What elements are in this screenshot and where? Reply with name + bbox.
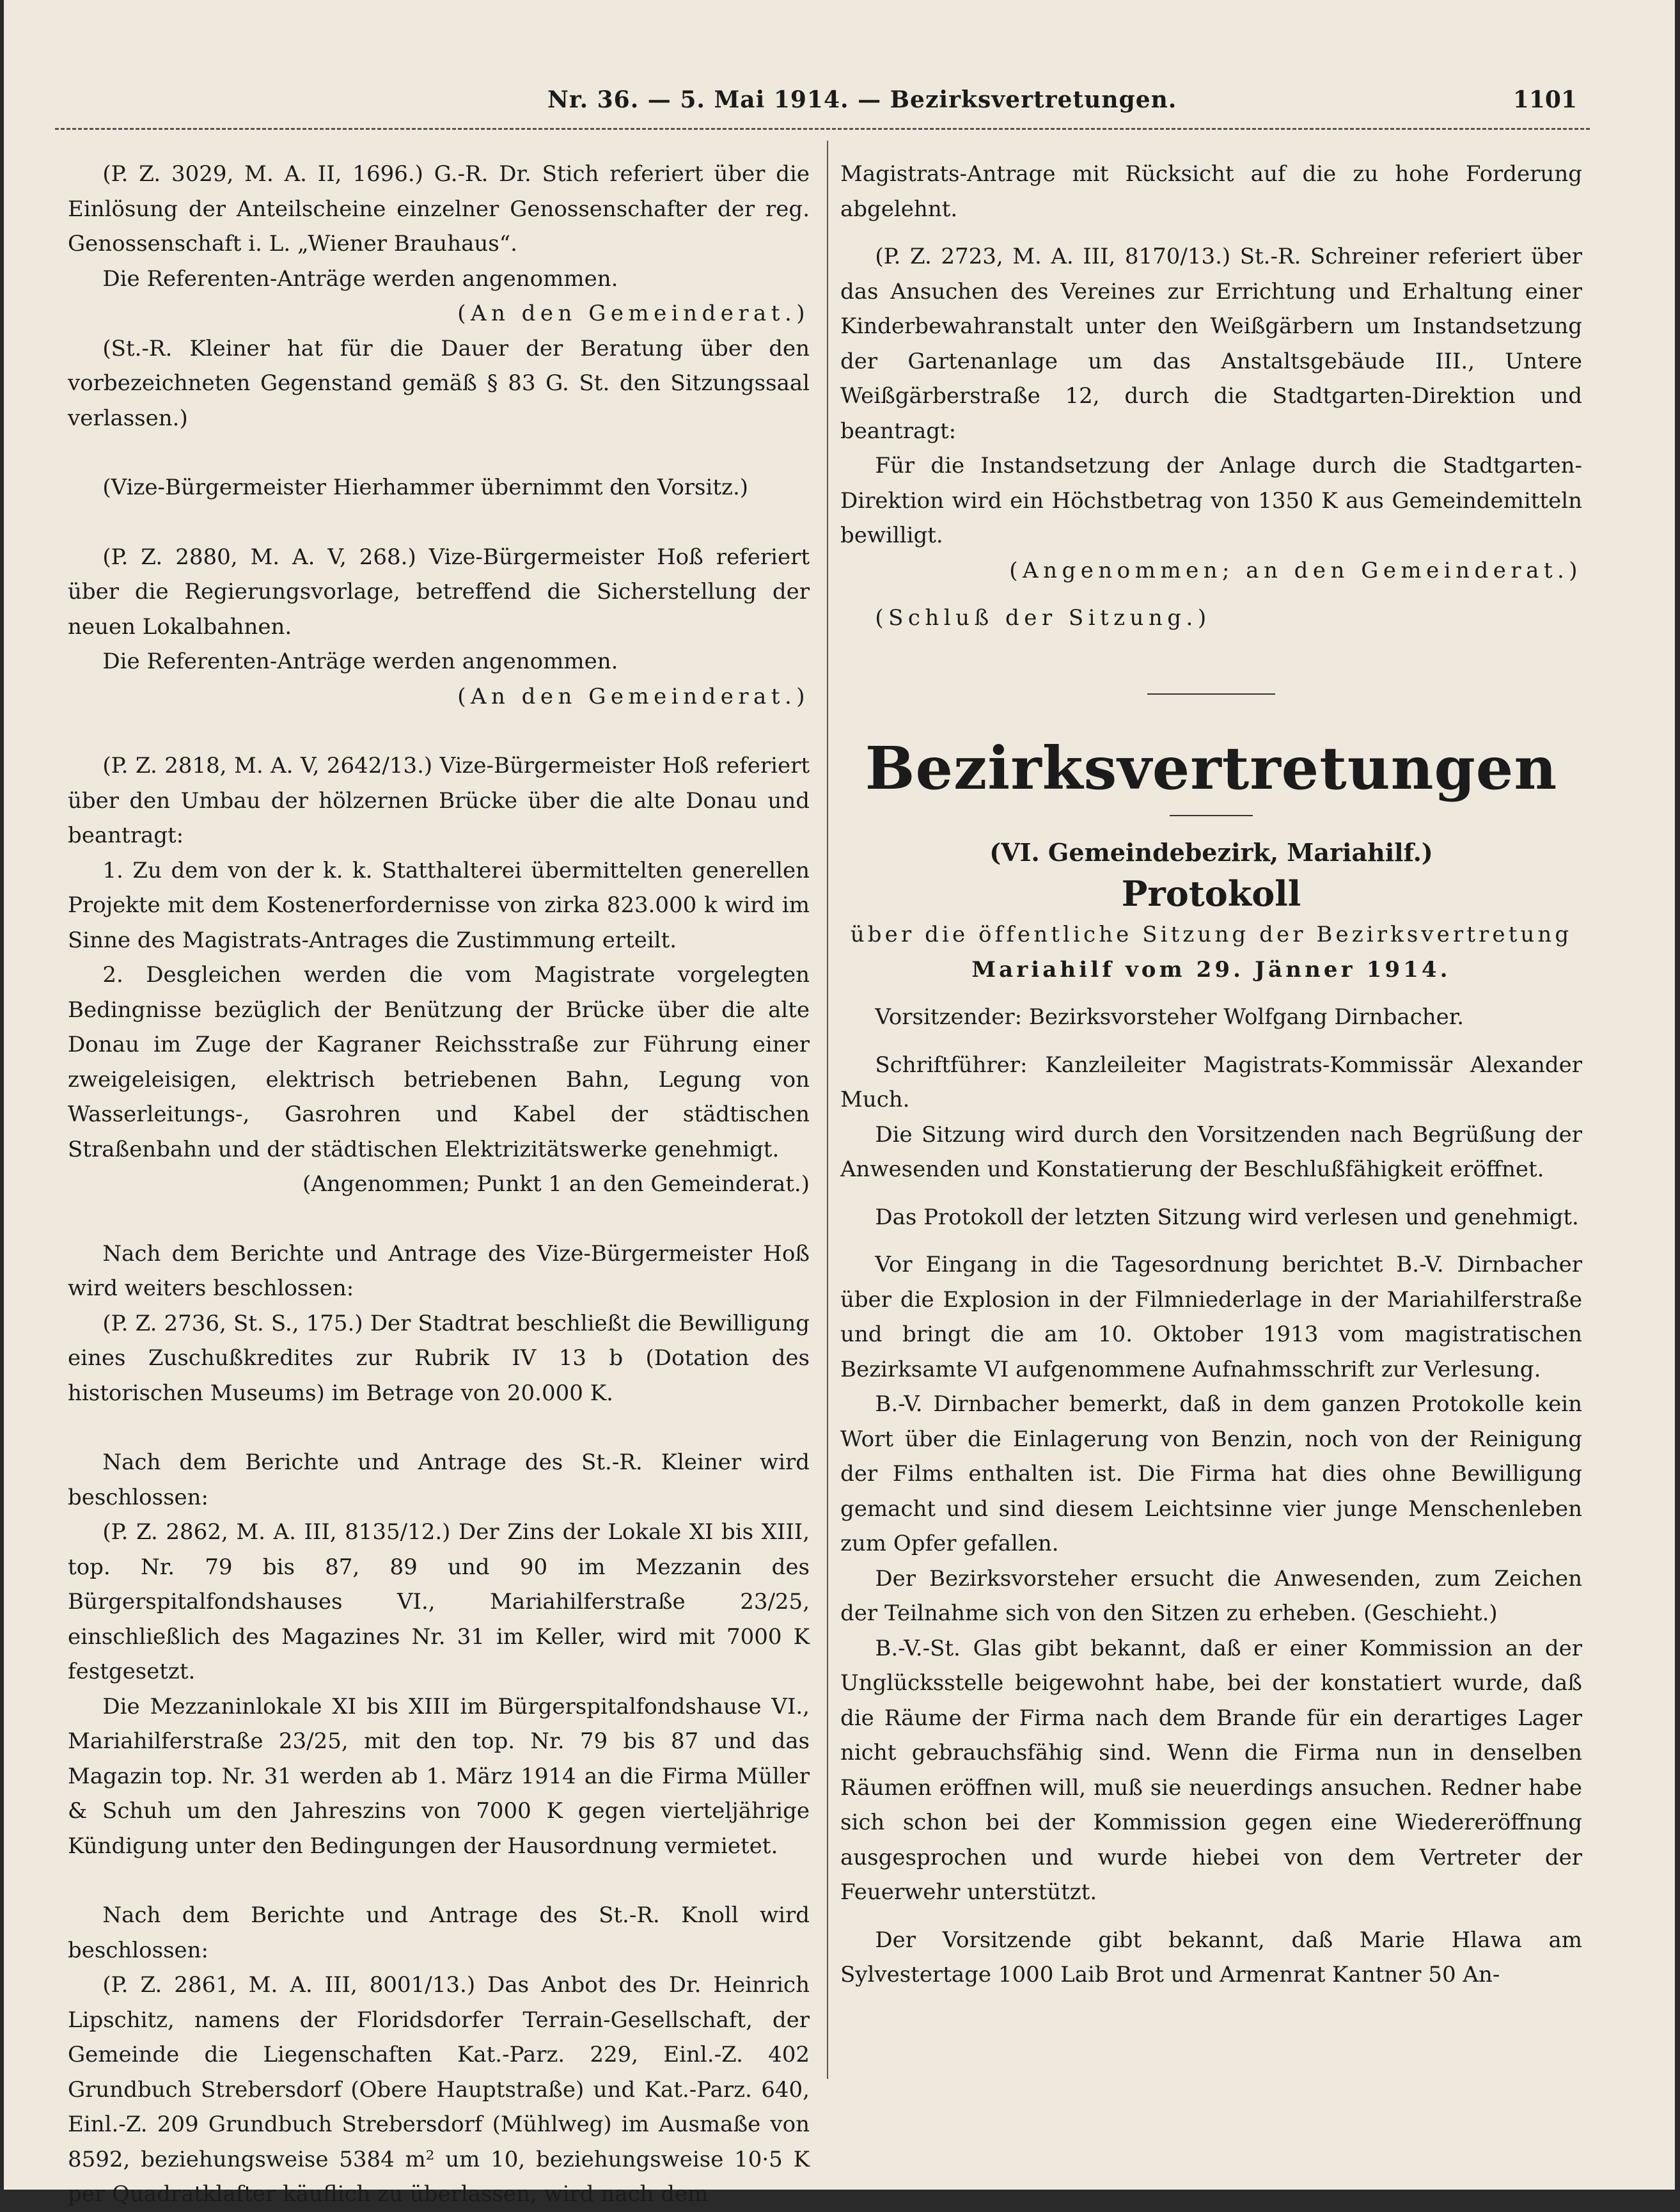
paragraph: (An den Gemeinderat.): [457, 683, 810, 709]
column-divider: [827, 141, 828, 2079]
page-number: 1101: [1512, 86, 1577, 113]
header-title: Nr. 36. — 5. Mai 1914. — Bezirksvertretungen.: [547, 86, 1177, 113]
paragraph: B.-V.-St. Glas gibt bekannt, daß er einer Kommission an der Unglücksstelle beigewohnt habe, bei der konstatiert wurde, daß die Räume der Firma nach dem Brande für ein derartiges Lager nicht gebrauchsfähig sind. Wenn die Firma nun in denselben Räumen eröffnen will, muß sie neuerdings ansuchen. Redner habe sich schon bei der Kommission gegen eine Wiedereröffnung ausgesprochen und wurde hiebei von dem Vertreter der Feuerwehr unterstützt.: [840, 1635, 1582, 1905]
spacer: [68, 1410, 810, 1445]
section-title: Bezirksvertretungen: [865, 733, 1558, 803]
paragraph: (P. Z. 2861, M. A. III, 8001/13.) Das Anbot des Dr. Heinrich Lipschitz, namens der Floridsdorfer Terrain-Gesellschaft, der Gemeinde die Liegenschaften Kat.-Parz. 229, Einl.-Z. 402 Grundbuch Strebersdorf (Obere Hauptstraße) und Kat.-Parz. 640, Einl.-Z. 209 Grundbuch Strebersdorf (Mühlweg) im Ausmaße von 8592, beziehungsweise 5384 m² um 10, beziehungsweise 10·5 K per Quadratklafter käuflich zu überlassen, wird nach dem: [68, 1972, 810, 2207]
title-rule: [1170, 815, 1253, 816]
paragraph: (Vize-Bürgermeister Hierhammer übernimmt den Vorsitz.): [102, 475, 749, 500]
paragraph: Nach dem Berichte und Antrage des St.-R. Kleiner wird beschlossen:: [68, 1450, 810, 1510]
spacer: [840, 695, 1582, 727]
paragraph: Magistrats-Antrage mit Rücksicht auf die zu hohe Forderung abgelehnt.: [840, 161, 1582, 222]
protocol-title: Protokoll: [1121, 873, 1301, 914]
paragraph: 2. Desgleichen werden die vom Magistrate vorgelegten Bedingnisse bezüglich der Benützung der Brücke über die alte Donau im Zuge der Kagraner Reichsstraße zur Führung einer zweigeleisigen, elektrisch betriebenen Bahn, Legung von Wasserleitungs-, Gasrohren und Kabel der städtischen Straßenbahn und der städtischen Elektrizitätswerke genehmigt.: [68, 962, 810, 1162]
spacer: [840, 588, 1582, 601]
paragraph: Die Mezzaninlokale XI bis XIII im Bürgerspitalfondshause VI., Mariahilferstraße 23/25, mit den top. Nr. 79 bis 87 und das Magazin top. Nr. 31 werden ab 1. März 1914 an die Firma Müller & Schuh um den Jahreszins von 7000 K gegen vierteljährige Kündigung unter den Bedingungen der Hausordnung vermietet.: [68, 1693, 810, 1859]
spacer: [840, 1187, 1582, 1200]
newspaper-page: [4, 0, 1675, 2207]
paragraph: Das Protokoll der letzten Sitzung wird verlesen und genehmigt.: [875, 1204, 1579, 1230]
spacer: [840, 636, 1582, 693]
paragraph: Der Vorsitzende gibt bekannt, daß Marie Hlawa am Sylvestertage 1000 Laib Brot und Armenrat Kantner 50 An-: [840, 1927, 1582, 1987]
paragraph: (P. Z. 2736, St. S., 175.) Der Stadtrat beschließt die Bewilligung eines Zuschußkredites zur Rubrik IV 13 b (Dotation des historischen Museums) im Betrage von 20.000 K.: [68, 1310, 810, 1406]
spacer: [840, 1035, 1582, 1048]
paragraph: Nach dem Berichte und Antrage des Vize-Bürgermeister Hoß wird weiters beschlossen:: [68, 1240, 810, 1301]
left-column: [68, 157, 810, 2212]
spacer: [68, 1863, 810, 1898]
paragraph: Die Referenten-Anträge werden angenommen.: [102, 649, 618, 674]
paragraph: Für die Instandsetzung der Anlage durch die Stadtgarten-Direktion wird ein Höchstbetrag von 1350 K aus Gemeindemitteln bewilligt.: [840, 453, 1582, 548]
spacer: [840, 1910, 1582, 1923]
spacer: [840, 1235, 1582, 1247]
paragraph: (P. Z. 2723, M. A. III, 8170/13.) St.-R. Schreiner referiert über das Ansuchen des Vereines zur Errichtung und Erhaltung einer Kinderbewahranstalt unter den Weißgärbern um Instandsetzung der Gartenanlage um das Anstaltsgebäude III., Untere Weißgärberstraße 12, durch die Stadtgarten-Direktion und beantragt:: [840, 244, 1582, 444]
paragraph: Die Referenten-Anträge werden angenommen.: [102, 265, 618, 292]
spacer: [68, 714, 810, 748]
page-header: [55, 80, 1590, 118]
spacer: [68, 505, 810, 540]
paragraph: (Angenommen; Punkt 1 an den Gemeinderat.): [302, 1171, 810, 1197]
paragraph: (P. Z. 3029, M. A. II, 1696.) G.-R. Dr. Stich referiert über die Einlösung der Anteilscheine einzelner Genossenschafter der reg. Genossenschaft i. L. „Wiener Brauhaus“.: [68, 161, 810, 257]
spacer: [68, 436, 810, 470]
header-rule: [55, 128, 1590, 130]
paragraph: B.-V. Dirnbacher bemerkt, daß in dem ganzen Protokolle kein Wort über die Einlagerung von Benzin, noch von der Reinigung der Films enthalten ist. Die Firma hat dies ohne Bewilligung gemacht und sind diesem Leichtsinne vier junge Menschenleben zum Opfer gefallen.: [840, 1391, 1582, 1556]
paragraph: (Schluß der Sitzung.): [875, 605, 1211, 631]
paragraph: (An den Gemeinderat.): [457, 301, 810, 326]
paragraph: Der Bezirksvorsteher ersucht die Anwesenden, zum Zeichen der Teilnahme sich von den Sitzen zu erheben. (Geschieht.): [840, 1565, 1582, 1626]
paragraph: Vor Eingang in die Tagesordnung berichtet B.-V. Dirnbacher über die Explosion in der Filmniederlage in der Mariahilferstraße und bringt die am 10. Oktober 1913 vom magistratischen Bezirksamte VI aufgenommene Aufnahmsschrift zur Verlesung.: [840, 1252, 1582, 1382]
subtitle-line: Mariahilf vom 29. Jänner 1914.: [971, 956, 1451, 983]
district-heading: (VI. Gemeindebezirk, Mariahilf.): [989, 837, 1433, 867]
paragraph: Die Sitzung wird durch den Vorsitzenden nach Begrüßung der Anwesenden und Konstatierung der Beschlußfähigkeit eröffnet.: [840, 1121, 1582, 1182]
paragraph: (P. Z. 2880, M. A. V, 268.) Vize-Bürgermeister Hoß referiert über die Regierungsvorlage, betreffend die Sicherstellung der neuen Lokalbahnen.: [68, 544, 810, 640]
spacer: [840, 226, 1582, 239]
paragraph: (P. Z. 2862, M. A. III, 8135/12.) Der Zins der Lokale XI bis XIII, top. Nr. 79 bis 87, 89 und 90 im Mezzanin des Bürgerspitalfondshauses VI., Mariahilferstraße 23/25, einschließlich des Magazines Nr. 31 im Keller, wird mit 7000 K festgesetzt.: [68, 1519, 810, 1684]
paragraph: 1. Zu dem von der k. k. Statthalterei übermittelten generellen Projekte mit dem Kostenerfordernisse von zirka 823.000 k wird im Sinne des Magistrats-Antrages die Zustimmung erteilt.: [68, 857, 810, 953]
spacer: [68, 1202, 810, 1236]
paragraph: Schriftführer: Kanzleileiter Magistrats-Kommissär Alexander Much.: [840, 1052, 1582, 1112]
paragraph: (Angenommen; an den Gemeinderat.): [1009, 557, 1582, 583]
spacer: [840, 987, 1582, 1000]
right-column: [840, 157, 1582, 1993]
paragraph: (St.-R. Kleiner hat für die Dauer der Beratung über den vorbezeichneten Gegenstand gemäß § 83 G. St. den Sitzungssaal verlassen.): [68, 335, 810, 431]
paragraph: (P. Z. 2818, M. A. V, 2642/13.) Vize-Bürgermeister Hoß referiert über den Umbau der hölzernen Brücke über die alte Donau und beantragt:: [68, 753, 810, 848]
subtitle-line: über die öffentliche Sitzung der Bezirksvertretung: [850, 922, 1573, 947]
paragraph: Vorsitzender: Bezirksvorsteher Wolfgang Dirnbacher.: [875, 1004, 1464, 1030]
paragraph: Nach dem Berichte und Antrage des St.-R. Knoll wird beschlossen:: [68, 1902, 810, 1963]
